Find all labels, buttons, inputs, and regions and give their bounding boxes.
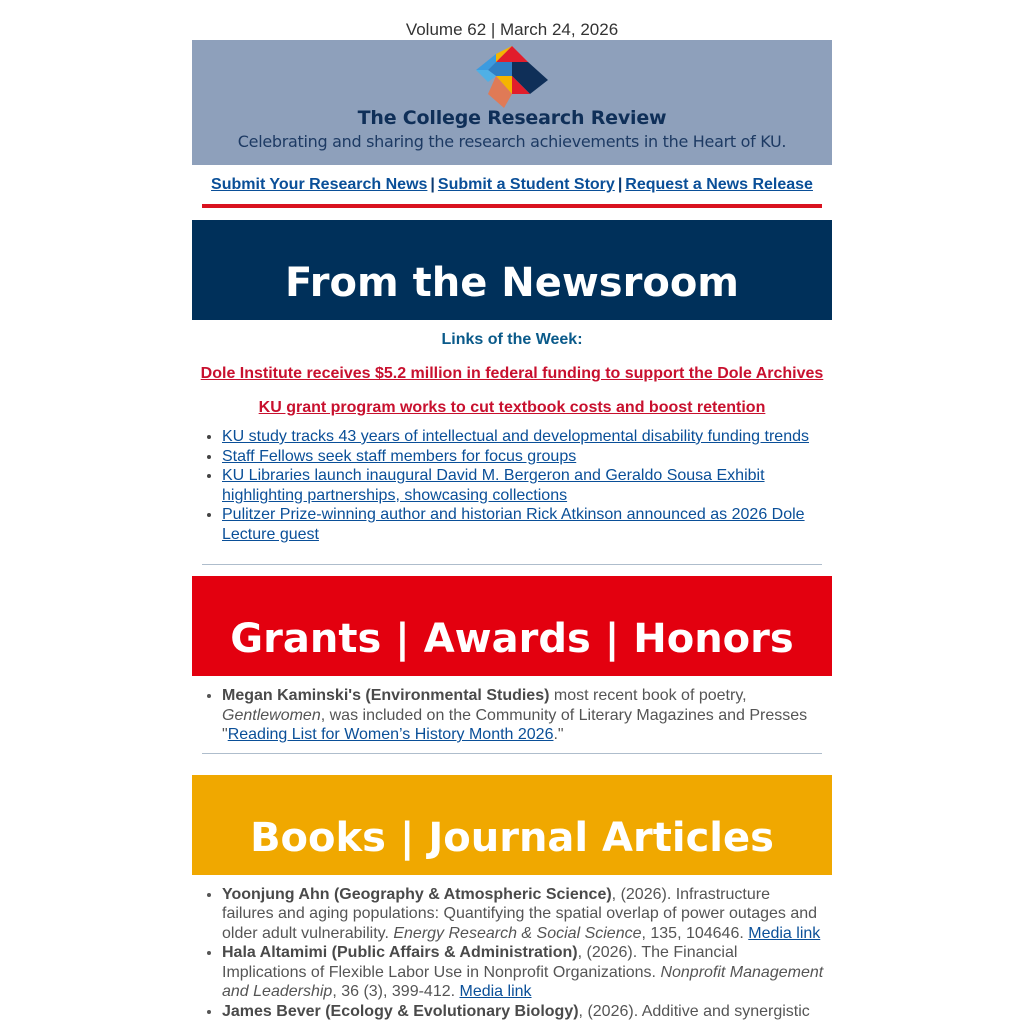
kansas-tangram-logo-icon: [474, 46, 550, 110]
submit-student-story-link[interactable]: Submit a Student Story: [437, 176, 615, 193]
newsroom-list: [192, 427, 832, 544]
author-name: James Bever (Ecology & Evolutionary Biology): [222, 1002, 579, 1020]
grants-banner: [192, 576, 832, 676]
news-link[interactable]: KU study tracks 43 years of intellectual and developmental disability funding trends: [222, 428, 809, 445]
grants-heading: Grants | Awards | Honors: [230, 616, 794, 662]
submit-research-news-link[interactable]: Submit Your Research News: [211, 176, 428, 193]
news-link[interactable]: Staff Fellows seek staff members for focus groups: [222, 447, 577, 465]
links-of-week-title: Links of the Week:: [441, 331, 583, 348]
newsletter: [192, 0, 832, 1021]
list-item: [222, 1002, 824, 1022]
volume-line: Volume 62 | March 24, 2026: [405, 20, 619, 39]
grants-list: [192, 686, 832, 745]
books-banner: [192, 775, 832, 875]
featured-link-1-wrap: [192, 365, 832, 383]
journal-name: Nonprofit Management and Leadership: [222, 963, 824, 1000]
media-link[interactable]: Media link: [748, 924, 821, 942]
item-text: , (2026). The Financial Implications of Flexible Labor Use in Nonprofit Organizations.: [222, 944, 738, 981]
item-text: .": [553, 726, 564, 743]
list-item: [222, 447, 812, 467]
featured-link-textbook-costs[interactable]: KU grant program works to cut textbook costs and boost retention: [258, 399, 766, 416]
separator: |: [617, 176, 623, 193]
journal-name: Energy Research & Social Science: [393, 924, 642, 942]
masthead-banner: [192, 40, 832, 165]
red-divider: [202, 204, 822, 208]
list-item: [222, 466, 812, 505]
request-news-release-link[interactable]: Request a News Release: [625, 176, 813, 193]
featured-link-dole-funding[interactable]: Dole Institute receives $5.2 million in federal funding to support the Dole Archives: [200, 365, 824, 382]
section-divider: [202, 753, 822, 754]
separator: |: [430, 176, 435, 193]
list-item: [222, 686, 812, 745]
books-list: [192, 885, 832, 1022]
list-item: [222, 427, 812, 447]
item-text: , (2026). Infrastructure failures and aging populations: Quantifying the spatial overlap of power outages and older adult vulnerability.: [222, 885, 818, 942]
item-text: most recent book of poetry,: [549, 687, 747, 704]
section-divider: [202, 564, 822, 565]
book-title: Gentlewomen: [222, 706, 321, 724]
list-item: [222, 505, 812, 544]
news-link[interactable]: Pulitzer Prize-winning author and historian Rick Atkinson announced as 2026 Dole Lecture guest: [222, 506, 805, 543]
newsroom-heading: From the Newsroom: [285, 260, 739, 306]
newsletter-title: The College Research Review: [357, 107, 667, 129]
featured-link-2-wrap: [192, 399, 832, 417]
top-links-bar: [192, 165, 832, 198]
honoree-name: Megan Kaminski's (Environmental Studies): [222, 687, 550, 704]
books-heading: Books | Journal Articles: [250, 814, 774, 861]
item-text: , (2026). Additive and synergistic: [578, 1002, 810, 1020]
item-text: , was included on the Community of Literary Magazines and Presses ": [222, 706, 808, 743]
list-item: [222, 885, 824, 944]
news-link[interactable]: KU Libraries launch inaugural David M. Bergeron and Geraldo Sousa Exhibit highlighting partnerships, showcasing collections: [222, 467, 765, 504]
item-text: , 36 (3), 399-412.: [332, 983, 460, 1000]
list-item: [222, 943, 824, 1002]
newsletter-subtitle: Celebrating and sharing the research achievements in the Heart of KU.: [237, 132, 787, 151]
newsroom-banner: [192, 220, 832, 320]
reading-list-link[interactable]: Reading List for Women’s History Month 2026: [227, 726, 554, 743]
media-link[interactable]: Media link: [459, 983, 532, 1000]
author-name: Yoonjung Ahn (Geography & Atmospheric Science): [222, 885, 612, 903]
item-text: , 135, 104646.: [641, 924, 749, 942]
author-name: Hala Altamimi (Public Affairs & Administration): [222, 944, 578, 961]
